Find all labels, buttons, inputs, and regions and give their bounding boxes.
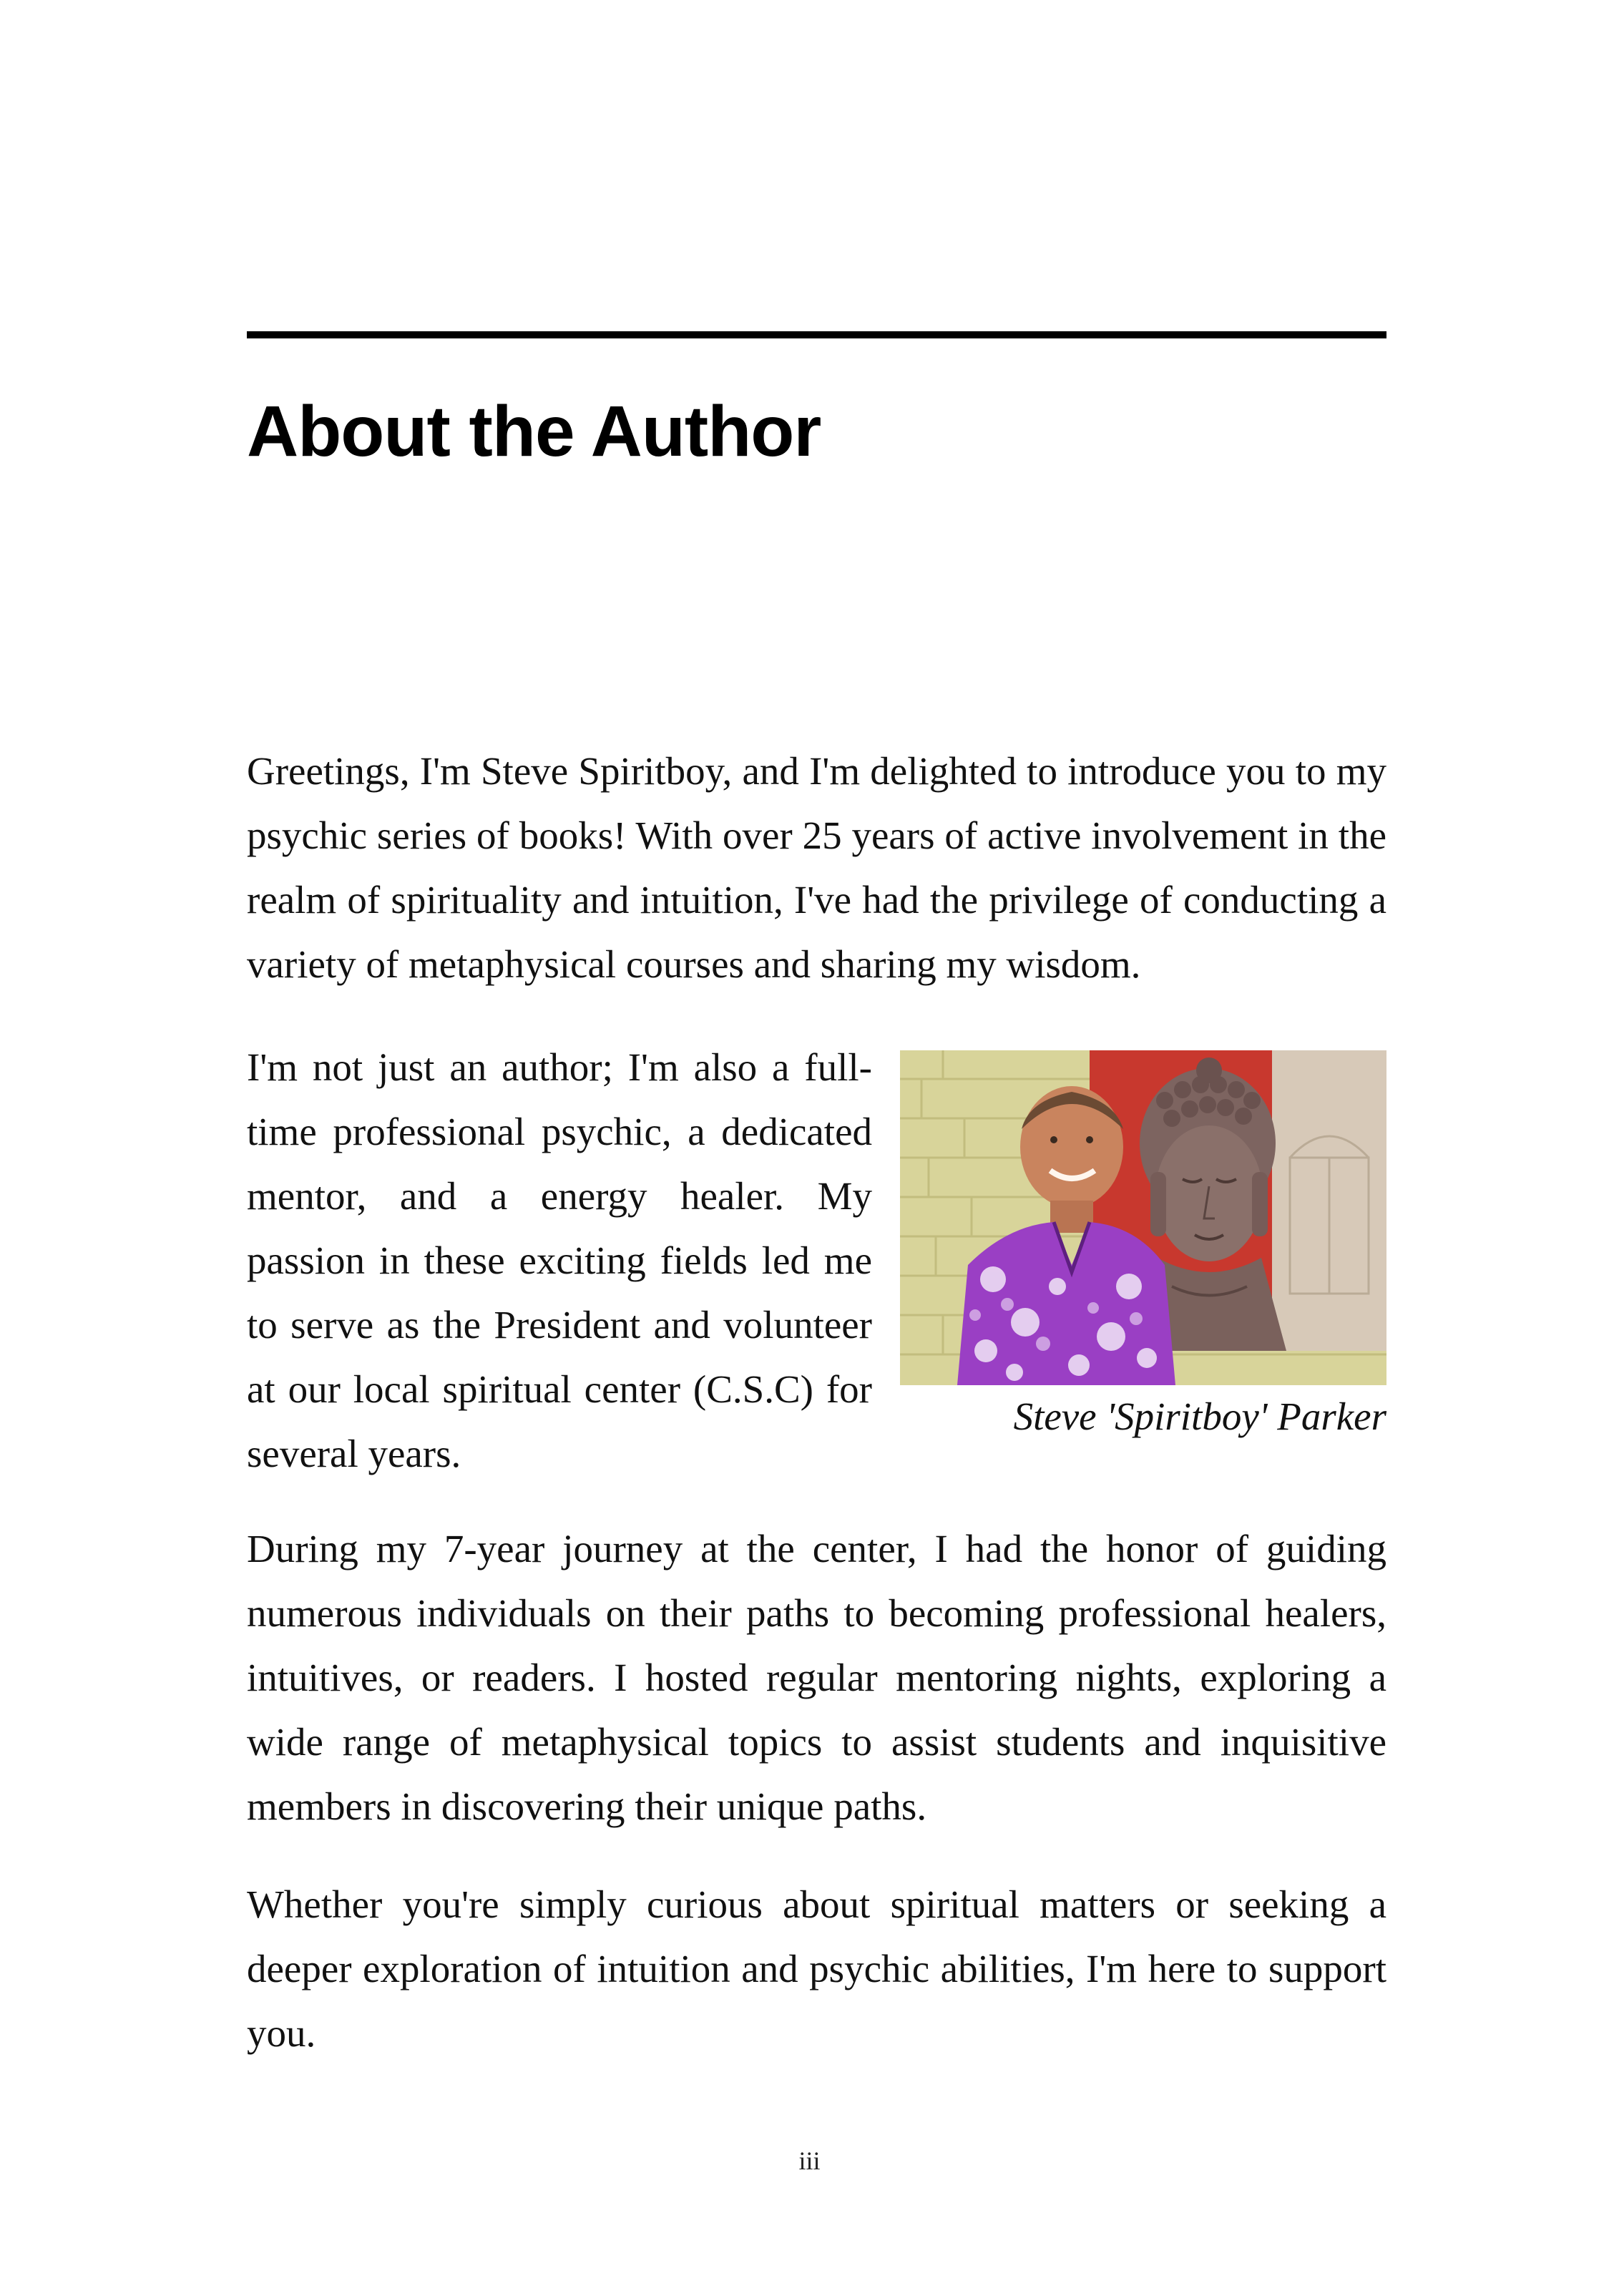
closing-paragraph: Whether you're simply curious about spiritual matters or seeking a deeper exploration of intuition and psychic abilities, I'm here to support you.	[247, 1882, 1386, 2055]
author-photo	[900, 1050, 1386, 1385]
journey-paragraph: During my 7-year journey at the center, I had the honor of guiding numerous individuals on their paths to becoming professional healers, intuitives, or readers. I hosted regular mentoring nights, exploring a wide range of metaphysical topics to assist students and inquisitive members in discovering their unique paths.	[247, 1527, 1386, 1828]
intro-paragraph: Greetings, I'm Steve Spiritboy, and I'm delighted to introduce you to my psychic series of books! With over 25 years of active involvement in the realm of spirituality and intuition, I've had the privilege of conducting a variety of metaphysical courses and sharing my wisdom.	[247, 749, 1386, 986]
heading-rule	[247, 331, 1386, 338]
page-number: iii	[798, 2146, 821, 2175]
photo-caption: Steve 'Spiritboy' Parker	[1013, 1394, 1386, 1438]
page-title: About the Author	[247, 391, 821, 472]
profession-paragraph: I'm not just an author; I'm also a full-time professional psychic, a dedicated mentor, and a energy healer. My passion in these exciting fields led me to serve as the President and volunteer at our local spiritual center (C.S.C) for several years.	[247, 1045, 872, 1475]
